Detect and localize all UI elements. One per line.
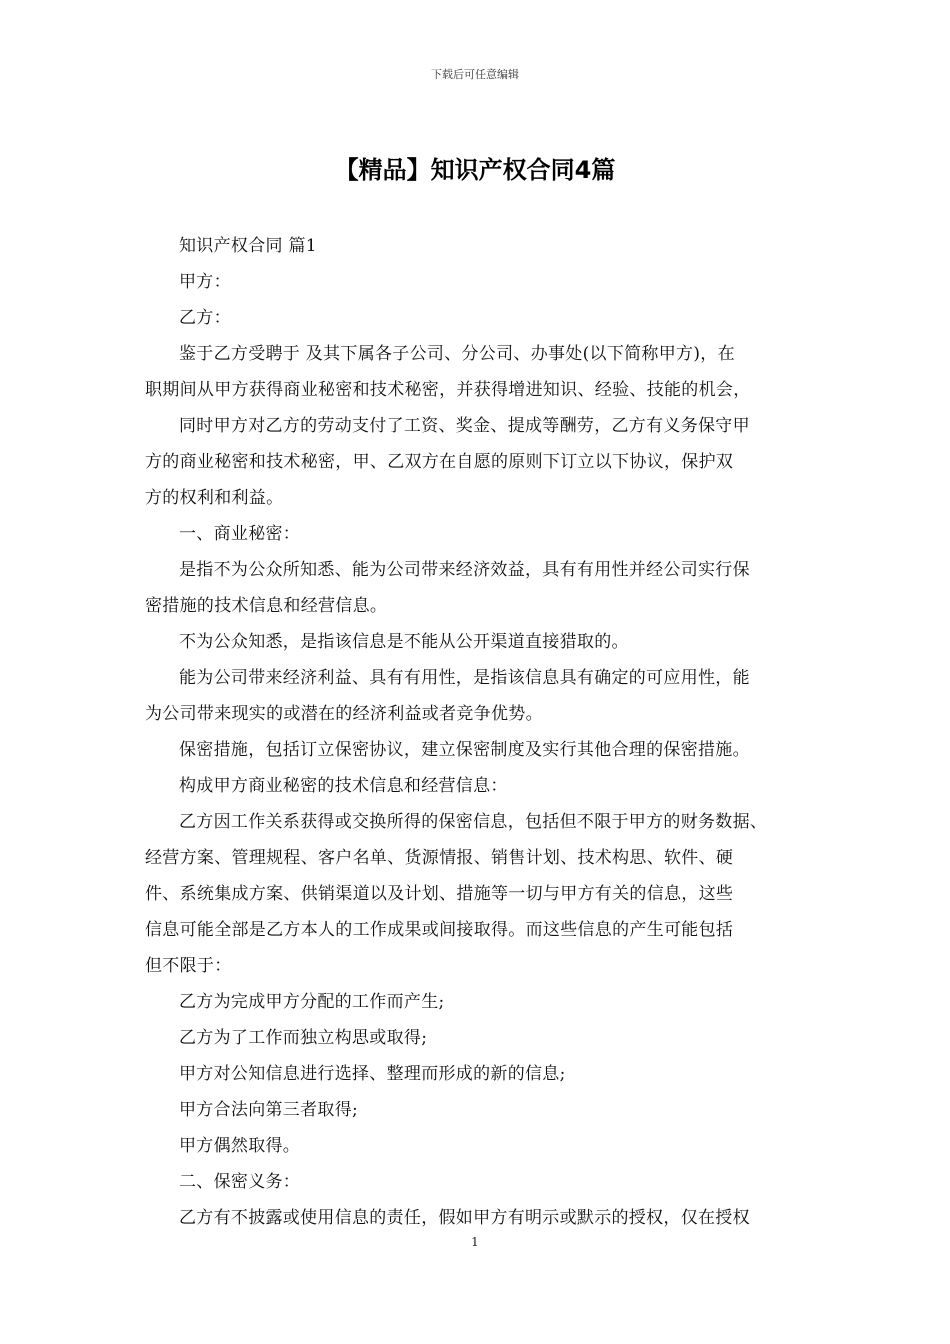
paragraph-line: 但不限于： (145, 956, 232, 976)
paragraph-line: 乙方： (179, 308, 231, 328)
paragraph-line: 一、商业秘密： (179, 524, 301, 544)
paragraph-line: 密措施的技术信息和经营信息。 (145, 596, 388, 616)
document-body (145, 228, 810, 1236)
paragraph-line: 乙方有不披露或使用信息的责任，假如甲方有明示或默示的授权，仅在授权 (179, 1208, 750, 1228)
paragraph-line: 乙方因工作关系获得或交换所得的保密信息，包括但不限于甲方的财务数据、 (179, 812, 768, 832)
paragraph-line: 能为公司带来经济利益、具有有用性，是指该信息具有确定的可应用性，能 (179, 668, 750, 688)
page-header: 下载后可任意编辑 (431, 68, 519, 81)
paragraph-line: 乙方为了工作而独立构思或取得; (179, 1028, 428, 1048)
paragraph-line: 方的权利和利益。 (145, 488, 284, 508)
paragraph-line: 职期间从甲方获得商业秘密和技术秘密，并获得增进知识、经验、技能的机会， (145, 380, 751, 400)
paragraph-line: 甲方偶然取得。 (179, 1136, 301, 1156)
paragraph-line: 甲方： (179, 272, 231, 292)
paragraph-line: 乙方为完成甲方分配的工作而产生; (179, 992, 445, 1012)
document-title: 【精品】知识产权合同4篇 (334, 156, 616, 184)
paragraph-line: 甲方对公知信息进行选择、整理而形成的新的信息; (179, 1064, 566, 1084)
paragraph-line: 经营方案、管理规程、客户名单、货源情报、销售计划、技术构思、软件、硬 (145, 848, 734, 868)
paragraph-line: 为公司带来现实的或潜在的经济利益或者竞争优势。 (145, 704, 543, 724)
paragraph-line: 同时甲方对乙方的劳动支付了工资、奖金、提成等酬劳，乙方有义务保守甲 (179, 416, 750, 436)
paragraph-line: 鉴于乙方受聘于 及其下属各子公司、分公司、办事处(以下简称甲方)，在 (179, 344, 735, 364)
paragraph-line: 知识产权合同 篇1 (179, 236, 317, 256)
paragraph-line: 不为公众知悉，是指该信息是不能从公开渠道直接猎取的。 (179, 632, 629, 652)
paragraph-line: 保密措施，包括订立保密协议，建立保密制度及实行其他合理的保密措施。 (179, 740, 750, 760)
paragraph-line: 构成甲方商业秘密的技术信息和经营信息： (179, 776, 508, 796)
paragraph-line: 二、保密义务： (179, 1172, 301, 1192)
page-number: 1 (471, 1235, 479, 1249)
paragraph-line: 信息可能全部是乙方本人的工作成果或间接取得。而这些信息的产生可能包括 (145, 920, 734, 940)
paragraph-line: 是指不为公众所知悉、能为公司带来经济效益，具有有用性并经公司实行保 (179, 560, 750, 580)
paragraph-line: 甲方合法向第三者取得; (179, 1100, 359, 1120)
paragraph-line: 件、系统集成方案、供销渠道以及计划、措施等一切与甲方有关的信息，这些 (145, 884, 734, 904)
paragraph-line: 方的商业秘密和技术秘密，甲、乙双方在自愿的原则下订立以下协议，保护双 (145, 452, 734, 472)
